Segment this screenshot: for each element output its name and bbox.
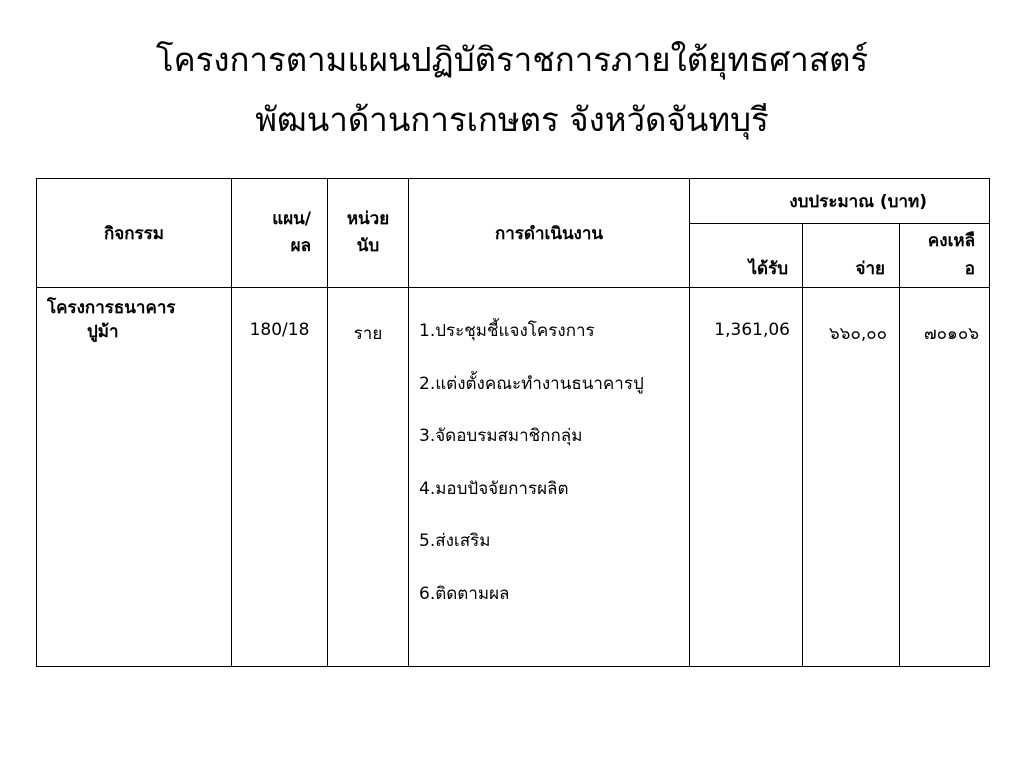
header-activity: กิจกรรม [37,179,232,288]
cell-plan-result: 180/18 [232,288,328,667]
header-unit-line1: หน่วย [346,209,390,229]
title-line-2: พัฒนาด้านการเกษตร จังหวัดจันทบุรี [255,100,769,139]
header-row-1 [37,179,990,224]
cell-received: 1,361,06 [690,288,803,667]
cell-operation [409,288,690,667]
operation-step: 5.ส่งเสริม [419,531,491,551]
header-budget: งบประมาณ (บาท) [690,179,990,224]
header-balance-line1: คงเหลื [927,231,975,251]
header-unit [328,179,409,288]
header-balance-line2: อ [964,259,975,279]
page-title [0,30,1024,150]
header-plan-result [232,179,328,288]
title-line-1: โครงการตามแผนปฏิบัติราชการภายใต้ยุทธศาสตร์ [155,40,869,79]
activity-line2: ปูม้า [87,322,119,342]
operation-step: 3.จัดอบรมสมาชิกกลุ่ม [419,426,583,446]
cell-spent: ๖๖๐,๐๐ [803,288,900,667]
header-unit-line2: นับ [356,236,380,256]
operation-step: 2.แต่งตั้งคณะทำงานธนาคารปู [419,373,644,394]
header-operation: การดำเนินงาน [409,179,690,288]
header-plan-line2: ผล [290,236,311,256]
cell-unit: ราย [328,288,409,667]
operation-step: 1.ประชุมชี้แจงโครงการ [419,321,595,341]
operation-step: 4.มอบปัจจัยการผลิต [419,478,569,499]
table-row [37,288,990,667]
operation-step: 6.ติดตามผล [419,583,510,604]
cell-balance: ๗๐๑๐๖ [900,288,990,667]
budget-table [36,178,990,667]
activity-line1: โครงการธนาคาร [47,298,176,318]
header-spent: จ่าย [803,224,900,288]
cell-activity [37,288,232,667]
header-balance [900,224,990,288]
header-received: ได้รับ [690,224,803,288]
header-plan-line1: แผน/ [272,209,311,229]
